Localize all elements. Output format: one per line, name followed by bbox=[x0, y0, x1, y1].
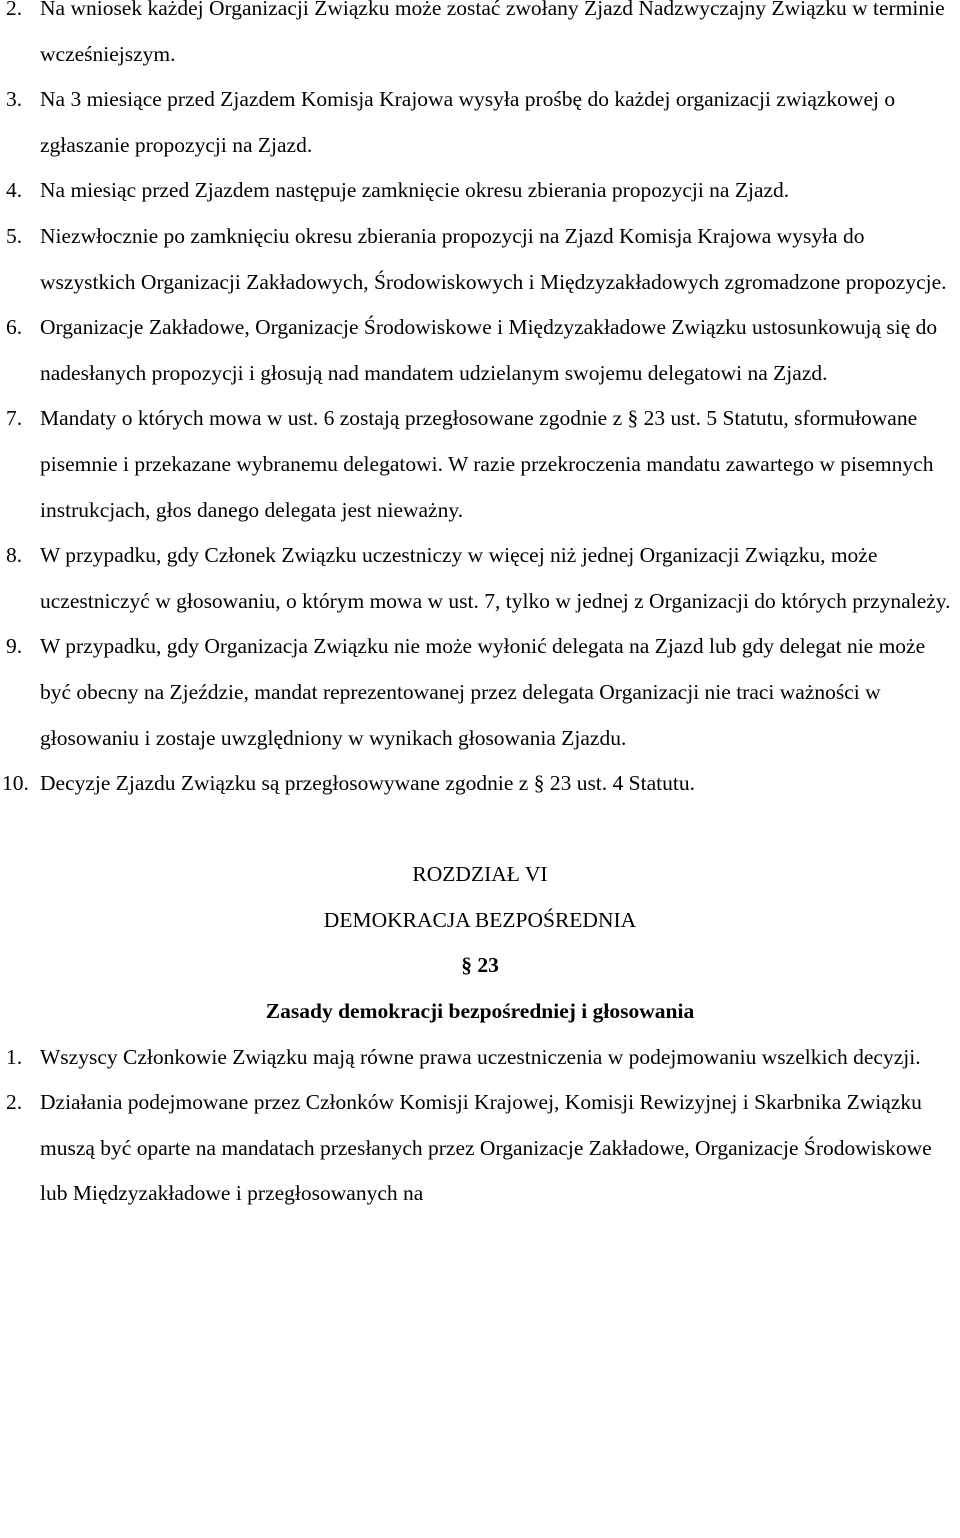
chapter-number: ROZDZIAŁ VI bbox=[412, 862, 548, 887]
chapter-title: DEMOKRACJA BEZPOŚREDNIA bbox=[323, 907, 637, 932]
item-text: Wszyscy Członkowie Związku mają równe prawa uczestniczenia w podejmowaniu wszelkich decyzji. bbox=[40, 1044, 921, 1069]
item-text: Na miesiąc przed Zjazdem następuje zamknięcie okresu zbierania propozycji na Zjazd. bbox=[40, 178, 790, 203]
item-number: 2. bbox=[6, 1090, 23, 1115]
item-text: Decyzje Zjazdu Związku są przegłosowywane zgodnie z § 23 ust. 4 Statutu. bbox=[40, 771, 695, 796]
list-item bbox=[0, 0, 960, 77]
item-number: 9. bbox=[6, 634, 23, 659]
item-text: Na wniosek każdej Organizacji Związku może zostać zwołany Zjazd Nadzwyczajny Związku w terminie wcześniejszym. bbox=[40, 0, 945, 66]
item-text: Niezwłocznie po zamknięciu okresu zbierania propozycji na Zjazd Komisja Krajowa wysyła do wszystkich Organizacji Zakładowych, Środowiskowych i Międzyzakładowych zgromadzone propozycje. bbox=[40, 223, 947, 294]
list-item bbox=[0, 77, 960, 168]
list-item bbox=[0, 1080, 960, 1217]
list-item bbox=[0, 214, 960, 305]
item-text: Na 3 miesiące przed Zjazdem Komisja Krajowa wysyła prośbę do każdej organizacji związkowej o zgłaszanie propozycji na Zjazd. bbox=[40, 87, 896, 157]
section-mark: § 23 bbox=[461, 953, 499, 978]
list-item bbox=[0, 624, 960, 761]
item-text: Działania podejmowane przez Członków Komisji Krajowej, Komisji Rewizyjnej i Skarbnika Związku muszą być oparte na mandatach przesłanych przez Organizacje Zakładowe, Organizacje Środowiskowe lub Międzyzakładowe i przegłosowanych na bbox=[40, 1090, 932, 1206]
list-item bbox=[0, 1035, 960, 1081]
item-number: 7. bbox=[6, 406, 23, 431]
blank-line bbox=[0, 807, 960, 853]
item-number: 4. bbox=[6, 178, 23, 203]
item-number: 2. bbox=[6, 0, 23, 20]
item-text: Mandaty o których mowa w ust. 6 zostają przegłosowane zgodnie z § 23 ust. 5 Statutu, sformułowane pisemnie i przekazane wybranemu delegatowi. W razie przekroczenia mandatu zawartego w pisemnych instrukcjach, głos danego delegata jest nieważny. bbox=[40, 406, 934, 522]
list-item bbox=[0, 305, 960, 396]
item-text: W przypadku, gdy Organizacja Związku nie może wyłonić delegata na Zjazd lub gdy delegat nie może być obecny na Zjeździe, mandat reprezentowanej przez delegata Organizacji nie traci ważności w głosowaniu i zostaje uwzględniony w wynikach głosowania Zjazdu. bbox=[40, 634, 926, 750]
list-item bbox=[0, 396, 960, 533]
list-item bbox=[0, 761, 960, 807]
list-item bbox=[0, 533, 960, 624]
lower-list bbox=[0, 1035, 960, 1217]
section-title: Zasady demokracji bezpośredniej i głosowania bbox=[265, 999, 695, 1024]
item-number: 3. bbox=[6, 87, 23, 112]
item-number: 6. bbox=[6, 315, 23, 340]
item-number: 5. bbox=[6, 223, 23, 248]
item-text: W przypadku, gdy Członek Związku uczestniczy w więcej niż jednej Organizacji Związku, może uczestniczyć w głosowaniu, o którym mowa w ust. 7, tylko w jednej z Organizacji do których przynależy. bbox=[40, 543, 951, 613]
list-item bbox=[0, 168, 960, 214]
item-number: 1. bbox=[6, 1044, 23, 1069]
item-text: Organizacje Zakładowe, Organizacje Środowiskowe i Międzyzakładowe Związku ustosunkowują się do nadesłanych propozycji i głosują nad mandatem udzielanym swojemu delegatowi na Zjazd. bbox=[40, 315, 938, 385]
item-number: 10. bbox=[2, 771, 29, 796]
item-number: 8. bbox=[6, 543, 23, 568]
